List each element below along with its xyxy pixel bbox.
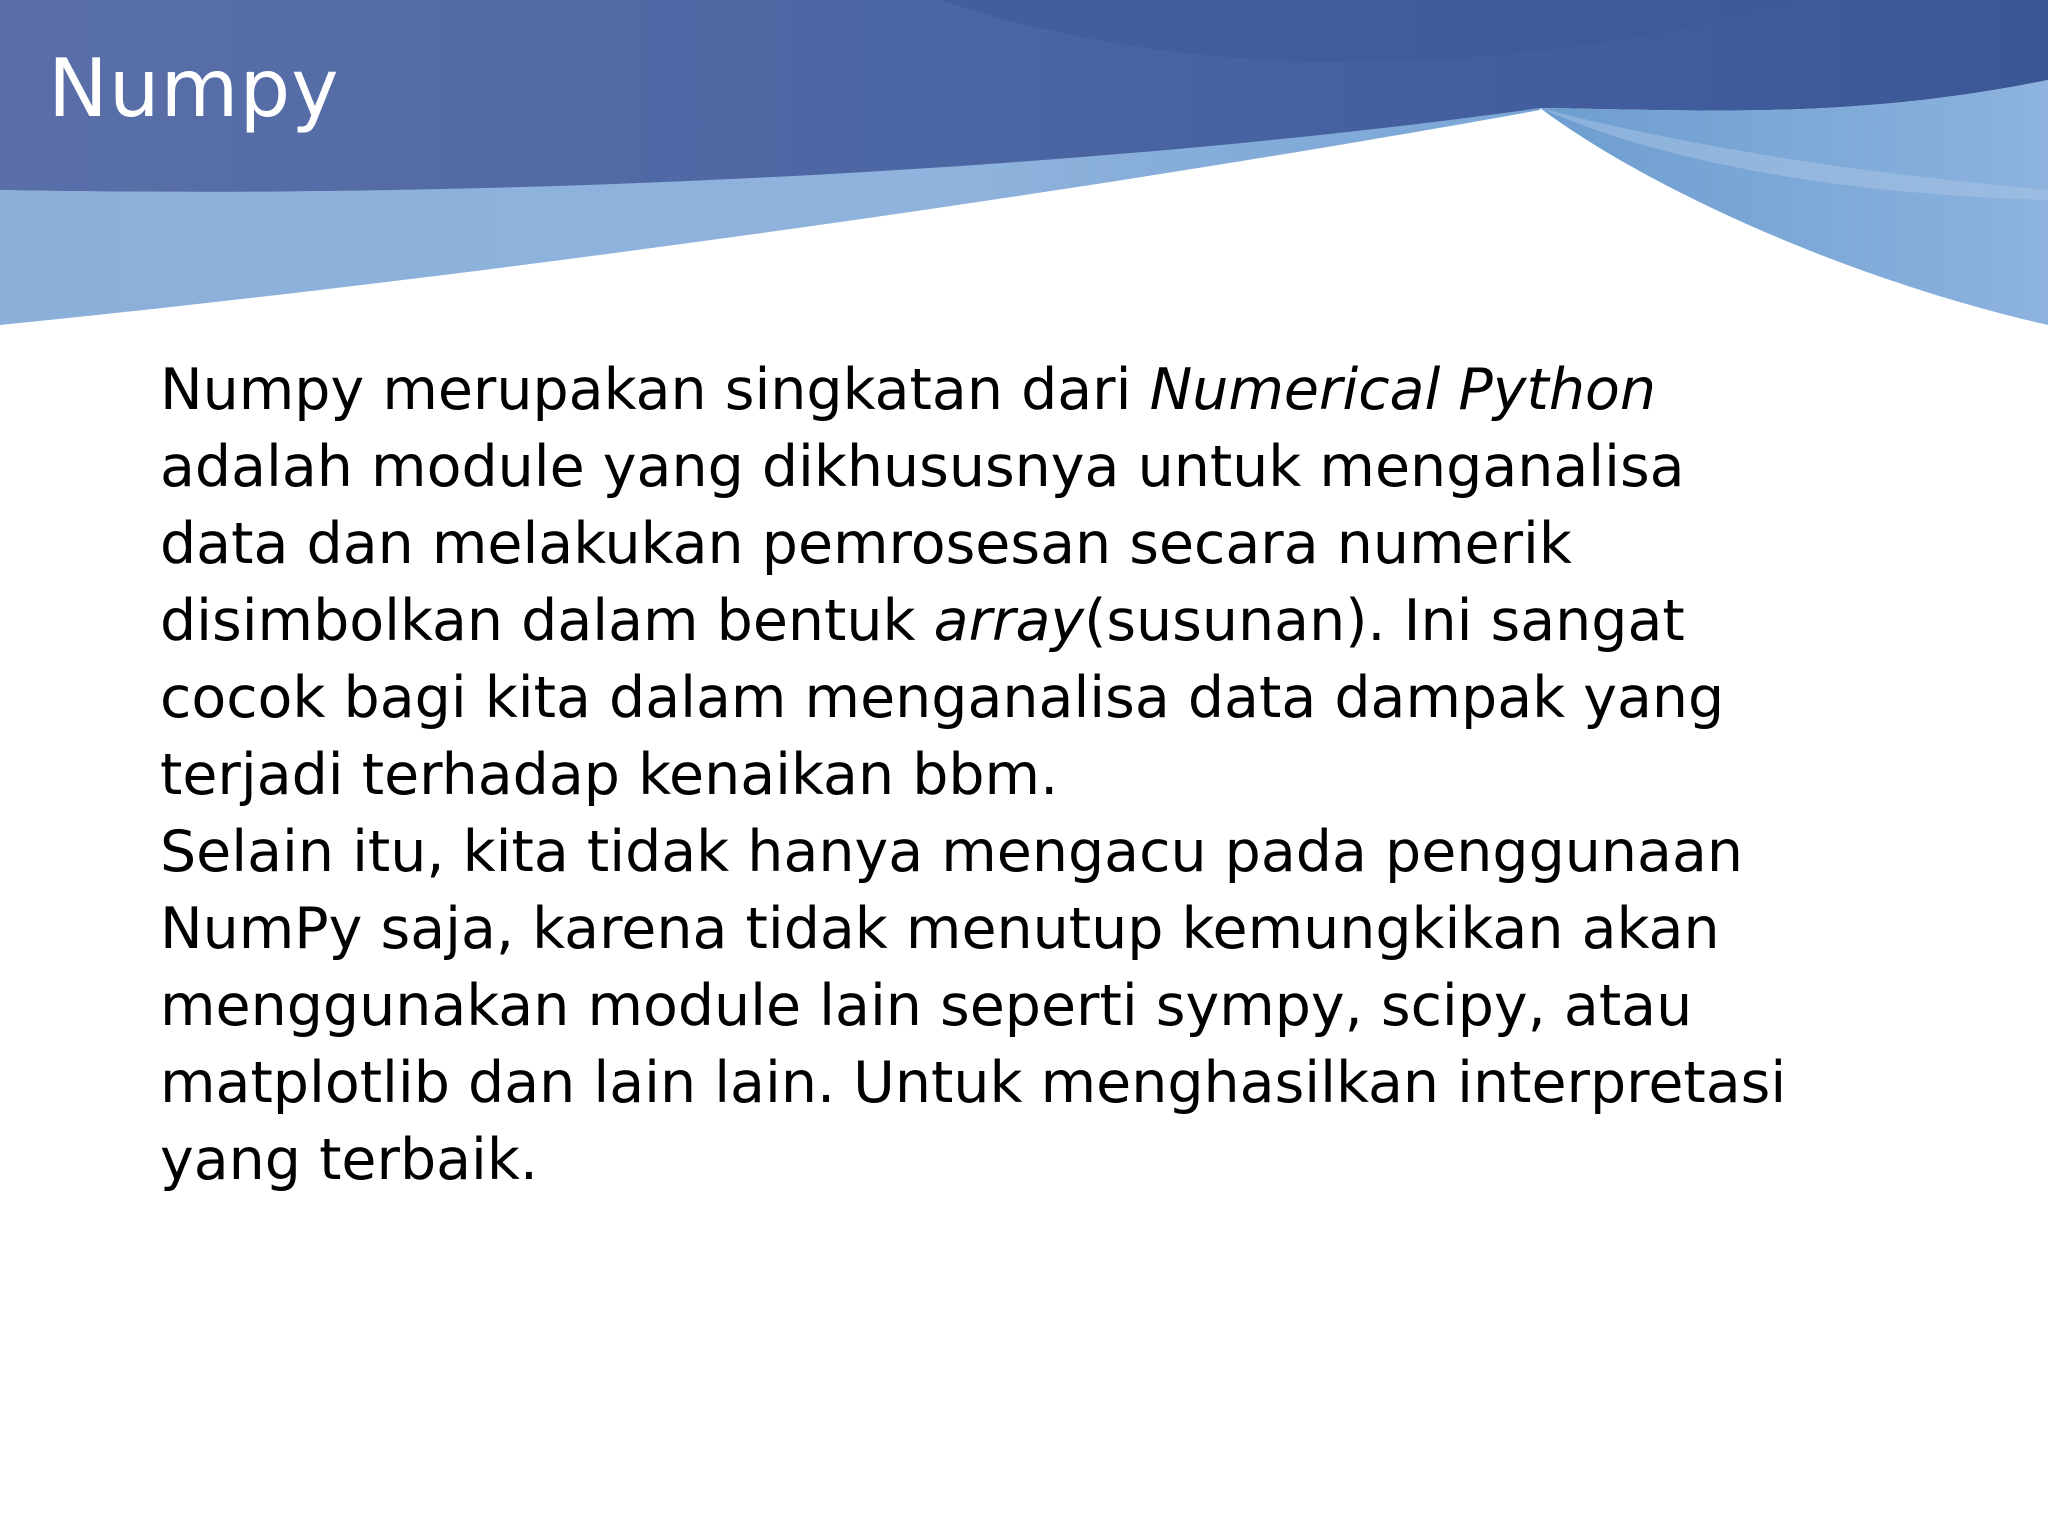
paragraph-line — [160, 583, 1920, 660]
paragraph-line — [160, 352, 1920, 429]
body-paragraph — [160, 352, 1920, 1199]
paragraph-line: matplotlib dan lain lain. Untuk menghasilkan interpretasi — [160, 1050, 1787, 1116]
line-text: Numpy merupakan singkatan dari — [160, 357, 1150, 423]
paragraph-line: data dan melakukan pemrosesan secara numerik — [160, 511, 1572, 577]
paragraph-line: cocok bagi kita dalam menganalisa data dampak yang — [160, 665, 1725, 731]
paragraph-line: Selain itu, kita tidak hanya mengacu pada penggunaan — [160, 819, 1744, 885]
paragraph-line: adalah module yang dikhususnya untuk menganalisa — [160, 434, 1685, 500]
banner-right-swoosh — [1540, 80, 2048, 325]
paragraph-line: menggunakan module lain seperti sympy, scipy, atau — [160, 973, 1693, 1039]
paragraph-line: NumPy saja, karena tidak menutup kemungkikan akan — [160, 896, 1720, 962]
paragraph-line: yang terbaik. — [160, 1127, 539, 1193]
paragraph-line: terjadi terhadap kenaikan bbm. — [160, 742, 1059, 808]
line-text: (susunan). Ini sangat — [1084, 588, 1685, 654]
slide-title: Numpy — [48, 42, 340, 135]
line-text: disimbolkan dalam bentuk — [160, 588, 934, 654]
italic-term: array — [933, 588, 1085, 654]
italic-term: Numerical Python — [1149, 357, 1657, 423]
